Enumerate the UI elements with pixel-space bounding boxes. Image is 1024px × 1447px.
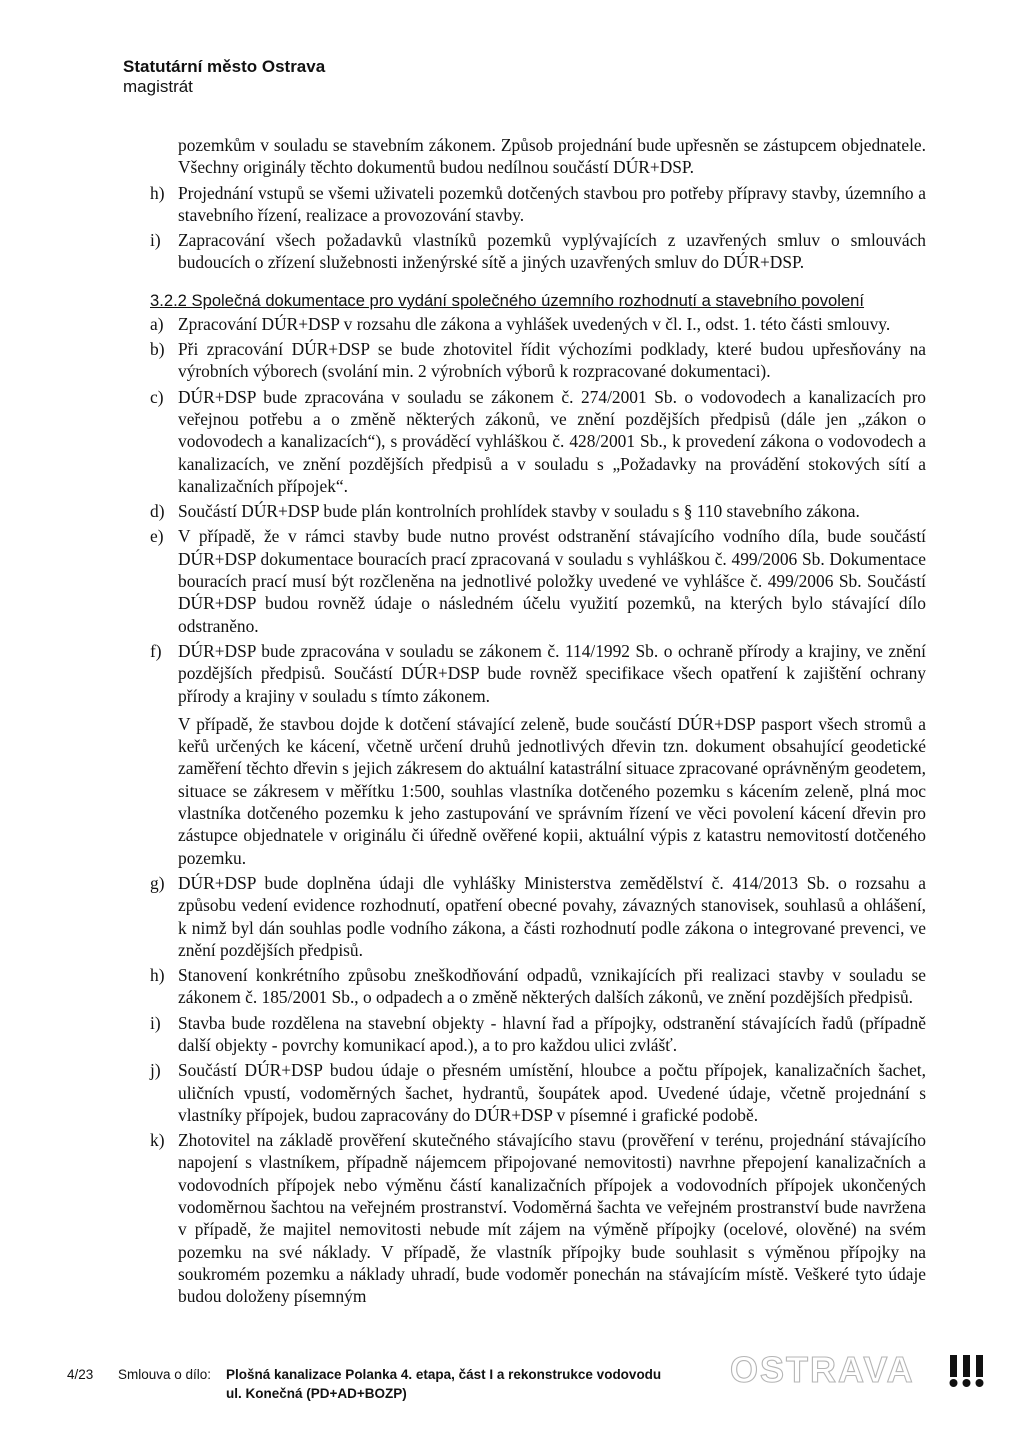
list-item — [150, 640, 926, 707]
list-item — [150, 1129, 926, 1307]
intro-continuation: pozemkům v souladu se stavebním zákonem. Způsob projednání bude upřesněn se zástupcem objednatele. Všechny originály těchto dokumentů budou nedílnou součástí DÚR+DSP. — [178, 135, 926, 178]
list-item — [150, 525, 926, 636]
list-item — [150, 229, 926, 274]
item-marker: h) — [150, 182, 165, 203]
item-text: Projednání vstupů se všemi uživateli pozemků dotčených stavbou pro potřeby přípravy stavby, územního a stavebního řízení, realizace a provozování stavby. — [178, 182, 926, 225]
item-marker: a) — [150, 313, 164, 334]
item-text: DÚR+DSP bude zpracována v souladu se zákonem č. 274/2001 Sb. o vodovodech a kanalizacích pro veřejnou potřebu a o změně některých zákonů, ve znění pozdějších předpisů (dále jen „zákon o vodovodech a kanalizacích“), s prováděcí vyhláškou č. 428/2001 Sb., k provedení zákona o vodovodech a kanalizacích, ve znění pozdějších předpisů a v souladu s „Požadavky na provádění stokových sítí a kanalizačních přípojek“. — [178, 386, 926, 496]
item-text: Při zpracování DÚR+DSP se bude zhotovitel řídit výchozími podklady, které budou upřesňovány na výrobních výborech (svolání min. 2 výrobních výborů k rozpracované dokumentaci). — [178, 339, 926, 382]
list-item — [150, 338, 926, 383]
list-item — [150, 1012, 926, 1057]
item-text: Zapracování všech požadavků vlastníků pozemků vyplývajících z uzavřených smluv o smlouvách budoucích o zřízení služebnosti inženýrské sítě a jiných uzavřených smluv do DÚR+DSP. — [178, 230, 926, 273]
item-marker: i) — [150, 230, 161, 251]
project-title — [226, 1365, 661, 1403]
svg-text:OSTRAVA: OSTRAVA — [730, 1349, 915, 1389]
page-number: 4/23 — [67, 1367, 94, 1382]
item-f-continuation: V případě, že stavbou dojde k dotčení stávající zeleně, bude součástí DÚR+DSP pasport všech stromů a keřů určených ke kácení, včetně určení druhů jednotlivých dřevin tzn. dokument obsahující geodetické zaměření těchto dřevin s jejich zákresem do aktuální katastrální situace zpracované oprávněným geodetem, situace se zákresem v měřítku 1:500, souhlas vlastníka dotčeného pozemku s kácením zeleně, plná moc vlastníka dotčeného pozemku k jeho zastupování ve správním řízení ve věci povolení kácení dřevin pro zástupce objednatele v originálu či úředně ověřené kopii, aktuální výpis z katastru nemovitostí dotčeného pozemku. — [178, 713, 926, 868]
ostrava-logo — [728, 1349, 990, 1389]
list-item — [150, 964, 926, 1009]
item-marker: h) — [150, 965, 165, 986]
contract-type: Smlouva o dílo: — [118, 1367, 212, 1382]
item-text: DÚR+DSP bude zpracována v souladu se zákonem č. 114/1992 Sb. o ochraně přírody a krajiny, ve znění pozdějších předpisů. Součástí DÚR+DSP bude rovněž specifikace všech opatření k zajištění ochrany přírody a krajiny v souladu s tímto zákonem. — [178, 640, 926, 706]
list-item — [150, 872, 926, 961]
document-body — [150, 134, 926, 1308]
project-title-line-2: ul. Konečná (PD+AD+BOZP) — [226, 1386, 407, 1401]
item-text: Zhotovitel na základě prověření skutečného stávajícího stavu (prověření v terénu, projednání stávajícího napojení s vlastníkem, případně nájemcem připojované nemovitosti) navrhne přepojení kanalizačních a vodovodních přípojek nebo výměnu částí kanalizačních přípojek a vodovodních přípojek ukončených vodoměrnou šachtou na veřejném prostranství. Vodoměrná šachta ve veřejném prostranství bude navržena v případě, že majitel nemovitosti nebude mít zájem na výměně přípojky (ocelové, olověné) na svém pozemku na své náklady. V případě, že vlastník přípojky bude souhlasit s výměnou přípojky na soukromém pozemku a náklady uhradí, bude vodoměr ponechán na stávajícím místě. Veškeré tyto údaje budou doloženy písemným — [178, 1130, 926, 1307]
item-marker: b) — [150, 339, 165, 360]
organization-name: Statutární město Ostrava — [123, 57, 326, 76]
list-item — [150, 500, 926, 522]
item-text: V případě, že v rámci stavby bude nutno provést odstranění stávajícího vodního díla, bude součástí DÚR+DSP dokumentace bouracích prací zpracovaná v souladu s vyhláškou č. 499/2006 Sb. Dokumentace bouracích prací musí být rozčleněna na jednotlivé položky uvedené ve vyhlášce č. 499/2006 Sb. Součástí DÚR+DSP budou rovněž údaje o následném účelu využití pozemků, na kterých bylo stávající dílo odstraněno. — [178, 526, 926, 636]
item-marker: g) — [150, 872, 165, 893]
item-text: Zpracování DÚR+DSP v rozsahu dle zákona a vyhlášek uvedených v čl. I., odst. 1. této části smlouvy. — [178, 313, 891, 334]
item-marker: i) — [150, 1012, 161, 1033]
organization-unit: magistrát — [123, 77, 193, 96]
document-header — [123, 57, 325, 97]
list-item — [150, 182, 926, 227]
item-marker: d) — [150, 501, 165, 522]
list-item — [150, 386, 926, 497]
item-marker: e) — [150, 526, 164, 547]
item-text: Součástí DÚR+DSP budou údaje o přesném umístění, hloubce a počtu přípojek, kanalizačních šachet, uličních vpustí, vodoměrných šachet, hydrantů, šoupátek apod. Uvedené údaje, včetně projednání s vlastníky přípojek, budou zapracovány do DÚR+DSP v písemné i grafické podobě. — [178, 1060, 926, 1125]
list-item — [150, 1059, 926, 1126]
section-heading: 3.2.2 Společná dokumentace pro vydání společného územního rozhodnutí a stavebního povolení — [150, 290, 865, 310]
item-text: Součástí DÚR+DSP bude plán kontrolních prohlídek stavby v souladu s § 110 stavebního zákona. — [178, 501, 860, 522]
item-text: DÚR+DSP bude doplněna údaji dle vyhlášky Ministerstva zemědělství č. 414/2013 Sb. o rozsahu a způsobu vedení evidence rozhodnutí, opatření obecné povahy, závazných stanovisek, souhlasů a ohlášení, k nimž byl dán souhlas podle vodního zákona, a části rozhodnutí podle zákona o integrované prevenci, ve znění pozdějších předpisů. — [178, 872, 926, 960]
project-title-line-1: Plošná kanalizace Polanka 4. etapa, část I a rekonstrukce vodovodu — [226, 1367, 662, 1382]
item-marker: f) — [150, 640, 162, 661]
item-marker: j) — [150, 1060, 161, 1081]
list-item — [150, 313, 926, 335]
item-text: Stavba bude rozdělena na stavební objekty - hlavní řad a přípojky, odstranění stávajících řadů (případně další objekty - povrchy komunikací apod.), a to pro každou ulici zvlášť. — [178, 1012, 926, 1055]
item-marker: k) — [150, 1130, 165, 1151]
item-text: Stanovení konkrétního způsobu zneškodňování odpadů, vznikajících při realizaci stavby v souladu se zákonem č. 185/2001 Sb., o odpadech a o změně některých dalších zákonů, ve znění pozdějších předpisů. — [178, 965, 926, 1008]
item-marker: c) — [150, 386, 164, 407]
